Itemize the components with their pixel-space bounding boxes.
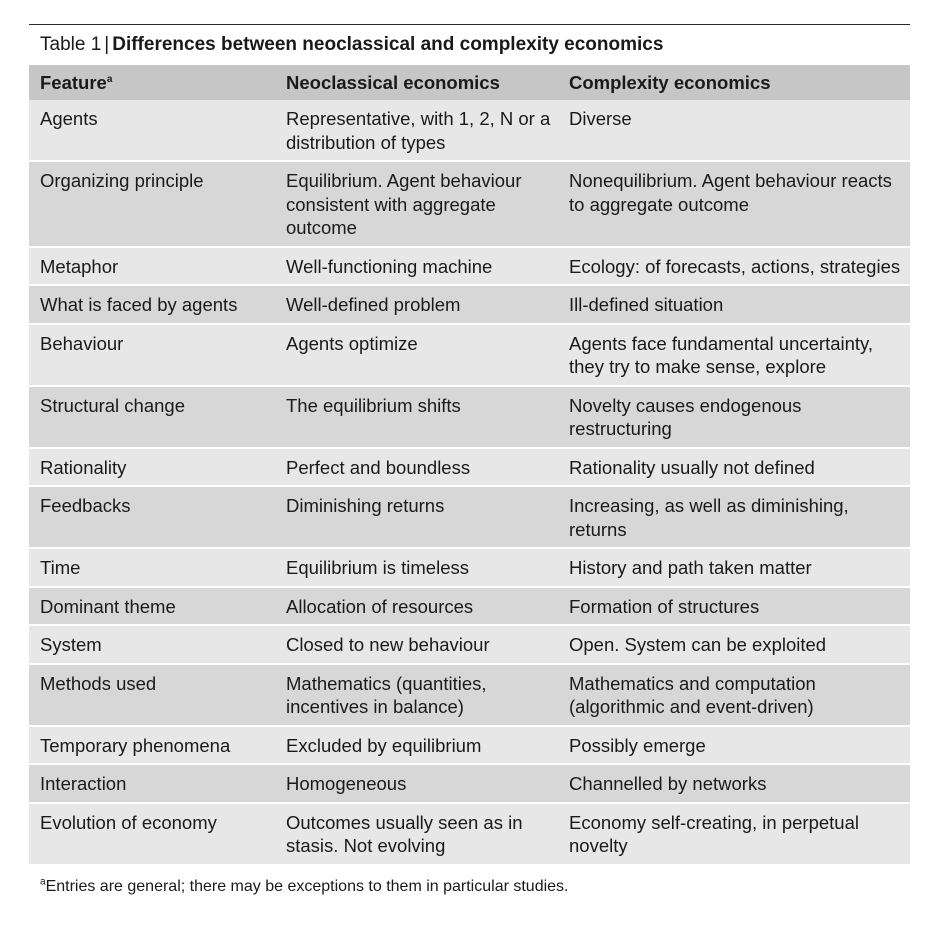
complexity-cell: Ill-defined situation	[569, 294, 724, 315]
header-complexity: Complexity economics	[569, 71, 771, 93]
feature-cell: Agents	[40, 108, 98, 129]
complexity-cell: Diverse	[569, 108, 632, 129]
complexity-cell: History and path taken matter	[569, 557, 812, 578]
feature-cell: Dominant theme	[40, 595, 176, 617]
table-row	[29, 547, 910, 586]
neoclassical-cell: Closed to new behaviour	[286, 634, 490, 655]
neoclassical-cell: Representative, with 1, 2, N or a distribution of types	[286, 108, 551, 153]
header-feature	[29, 71, 275, 95]
neoclassical-cell: Homogeneous	[286, 773, 407, 794]
header-feature-label: Feature	[40, 71, 107, 93]
neoclassical-cell: Equilibrium. Agent behaviour consistent with aggregate outcome	[286, 170, 522, 238]
neoclassical-cell: Outcomes usually seen as in stasis. Not evolving	[286, 811, 523, 856]
complexity-cell: Increasing, as well as diminishing, returns	[569, 495, 849, 540]
feature-cell: Interaction	[40, 773, 127, 794]
neoclassical-cell: Equilibrium is timeless	[286, 557, 469, 578]
table-row	[29, 485, 910, 547]
neoclassical-cell: The equilibrium shifts	[286, 394, 461, 416]
table-row	[29, 725, 910, 764]
table-body	[29, 100, 910, 864]
neoclassical-cell: Perfect and boundless	[286, 456, 471, 478]
feature-cell: Feedbacks	[40, 495, 131, 516]
feature-cell: Evolution of economy	[40, 811, 217, 833]
feature-cell: System	[40, 634, 102, 655]
neoclassical-cell: Well-defined problem	[286, 294, 461, 315]
neoclassical-cell: Diminishing returns	[286, 495, 445, 516]
feature-cell: Rationality	[40, 456, 127, 478]
table-row	[29, 385, 910, 447]
neoclassical-cell: Agents optimize	[286, 332, 418, 354]
table-row	[29, 160, 910, 246]
neoclassical-cell: Well-functioning machine	[286, 255, 493, 277]
table-row	[29, 586, 910, 625]
feature-cell: Structural change	[40, 394, 186, 416]
complexity-cell: Agents face fundamental uncertainty, they try to make sense, explore	[569, 332, 874, 377]
table-row	[29, 323, 910, 385]
comparison-table	[29, 65, 910, 864]
complexity-cell: Possibly emerge	[569, 734, 706, 756]
table-footnote	[40, 877, 569, 897]
table-row	[29, 100, 910, 160]
table-row	[29, 802, 910, 864]
complexity-cell: Nonequilibrium. Agent behaviour reacts to aggregate outcome	[569, 170, 892, 215]
feature-cell: Behaviour	[40, 332, 124, 354]
table-row	[29, 447, 910, 486]
top-rule	[29, 24, 910, 25]
complexity-cell: Mathematics and computation (algorithmic and event-driven)	[569, 672, 816, 717]
feature-cell: Metaphor	[40, 255, 119, 277]
table-row	[29, 763, 910, 802]
feature-cell: Methods used	[40, 672, 157, 694]
complexity-cell: Rationality usually not defined	[569, 456, 815, 478]
complexity-cell: Ecology: of forecasts, actions, strategies	[569, 255, 901, 277]
feature-cell: Time	[40, 557, 81, 578]
footnote-text: Entries are general; there may be exceptions to them in particular studies.	[45, 878, 569, 895]
complexity-cell: Economy self-creating, in perpetual novelty	[569, 811, 859, 856]
neoclassical-cell: Allocation of resources	[286, 595, 474, 617]
feature-cell: Temporary phenomena	[40, 734, 231, 756]
feature-cell: Organizing principle	[40, 170, 204, 191]
title-separator: |	[104, 34, 110, 55]
neoclassical-cell: Excluded by equilibrium	[286, 734, 482, 756]
header-neoclassical: Neoclassical economics	[286, 71, 500, 93]
complexity-cell: Formation of structures	[569, 595, 760, 617]
table-row	[29, 663, 910, 725]
footnote-mark: a	[40, 876, 46, 888]
table-row	[29, 284, 910, 323]
header-footnote-mark: a	[106, 73, 113, 85]
table-title	[40, 33, 663, 57]
feature-cell: What is faced by agents	[40, 294, 238, 315]
table-label: Table 1	[40, 34, 102, 55]
neoclassical-cell: Mathematics (quantities, incentives in balance)	[286, 672, 487, 717]
complexity-cell: Novelty causes endogenous restructuring	[569, 394, 802, 439]
complexity-cell: Open. System can be exploited	[569, 634, 827, 655]
table-title-text: Differences between neoclassical and complexity economics	[112, 34, 664, 55]
table-header-row	[29, 65, 910, 100]
complexity-cell: Channelled by networks	[569, 773, 767, 794]
table-row	[29, 624, 910, 663]
table-row	[29, 246, 910, 285]
